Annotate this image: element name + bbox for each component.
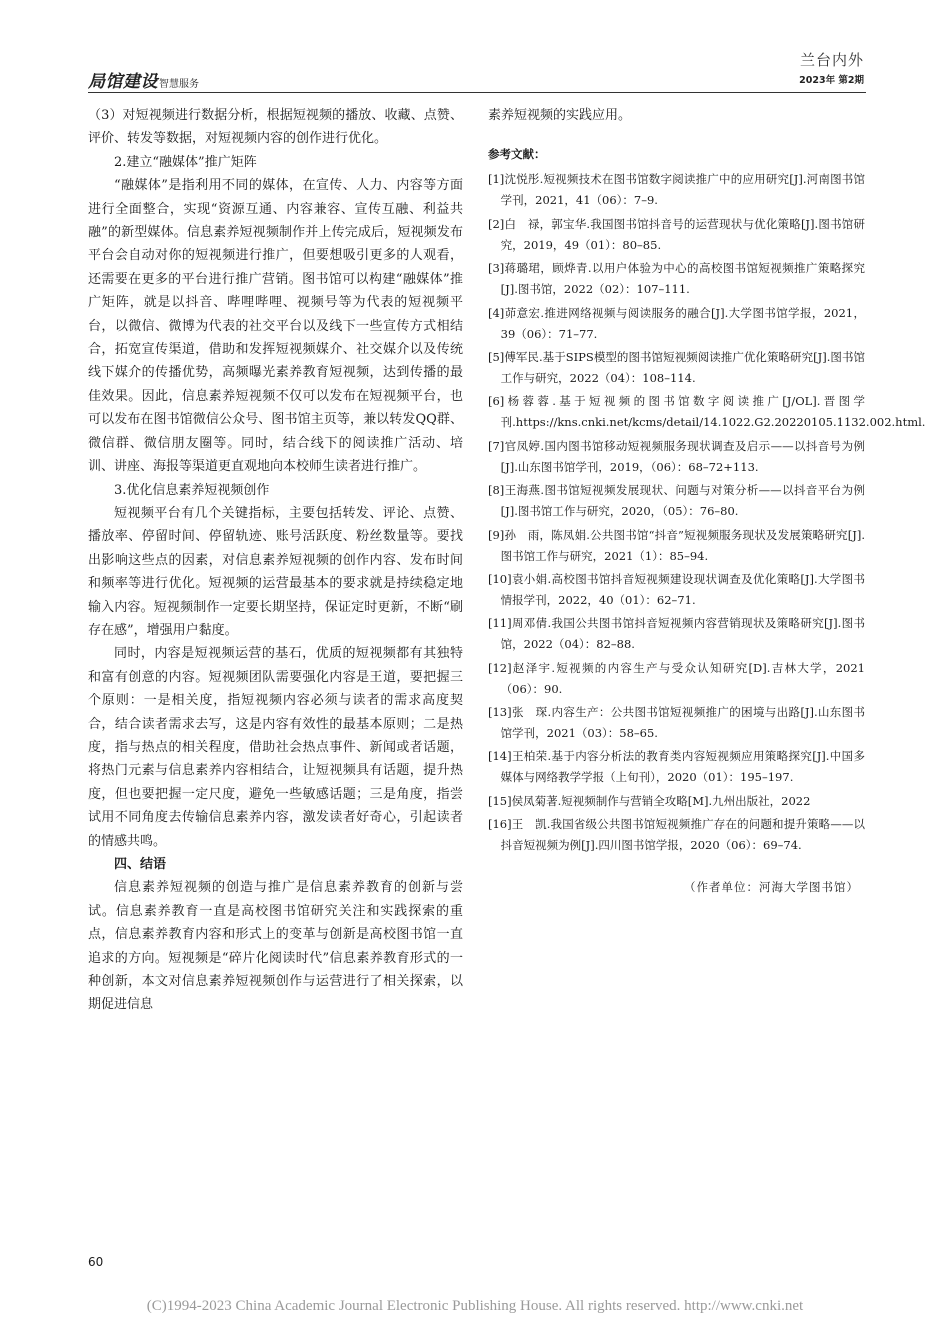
body-paragraph: “融媒体”是指利用不同的媒体，在宣传、人力、内容等方面进行全面整合，实现“资源互通、内容兼容、宣传互融、利益共融”的新型媒体。信息素养短视频制作并上传完成后，短视频发布平台会自动对你的短视频进行推广，但要想吸引更多的人观看，还需要在更多的平台进行推广营销。图书馆可以构建“融媒体”推广矩阵，就是以抖音、哔哩哔哩、视频号等为代表的短视频平台，以微信、微博为代表的社交平台以及线下一些宣传方式相结合，拓宽宣传渠道，借助和发挥短视频媒介、社交媒介以及传统线下媒介的传播优势，高频曝光素养教育短视频，达到传播的最佳效果。因此，信息素养短视频不仅可以发布在短视频平台，也可以发布在图书馆微信公众号、图书馆主页等，兼以转发QQ群、微信群、微信朋友圈等。同时，结合线下的阅读推广活动、培训、讲座、海报等渠道更直观地向本校师生读者进行推广。 [88, 178, 463, 475]
left-column [88, 104, 463, 1017]
journal-brand-name: 局馆建设 [88, 72, 158, 92]
reference-item: [5]傅军民.基于SIPS模型的图书馆短视频阅读推广优化策略研究[J].图书馆工作与研究，2022（04）：108–114. [488, 349, 865, 385]
reference-item: [8]王海燕.图书馆短视频发展现状、问题与对策分析——以抖音平台为例[J].图书馆工作与研究，2020，（05）：76–80. [488, 483, 865, 519]
column-name: 兰台内外 [799, 51, 864, 69]
reference-item: [7]官凤婷.国内图书馆移动短视频服务现状调查及启示——以抖音号为例[J].山东图书馆学刊，2019，（06）：68–72+113. [488, 438, 865, 474]
body-paragraph: 短视频平台有几个关键指标，主要包括转发、评论、点赞、播放率、停留时间、停留轨迹、账号活跃度、粉丝数量等。要找出影响这些点的因素，对信息素养短视频的创作内容、发布时间和频率等进行优化。短视频的运营最基本的要求就是持续稳定地输入内容。短视频制作一定要长期坚持，保证定时更新，不断“刷存在感”，增强用户黏度。 [88, 505, 463, 638]
reference-item: [4]茆意宏.推进网络视频与阅读服务的融合[J].大学图书馆学报，2021，39（06）：71–77. [488, 305, 865, 341]
reference-item: [2]白 禄，郭宝华.我国图书馆抖音号的运营现状与优化策略[J].图书馆研究，2019，49（01）：80–85. [488, 216, 865, 252]
body-paragraph: （3）对短视频进行数据分析，根据短视频的播放、收藏、点赞、评价、转发等数据，对短视频内容的创作进行优化。 [88, 108, 463, 147]
reference-item: [12]赵泽宇.短视频的内容生产与受众认知研究[D].吉林大学，2021（06）：90. [488, 660, 865, 696]
page-number: 60 [88, 1255, 104, 1269]
right-column [488, 104, 926, 900]
body-paragraph-continued: 素养短视频的实践应用。 [488, 108, 632, 123]
references-list [488, 169, 926, 856]
reference-item: [1]沈悦彤.短视频技术在图书馆数字阅读推广中的应用研究[J].河南图书馆学刊，2021，41（06）：7–9. [488, 172, 865, 208]
references-title: 参考文献： [488, 147, 546, 162]
reference-item: [14]王柏荣.基于内容分析法的教育类内容短视频应用策略探究[J].中国多媒体与网络教学学报（上旬刊），2020（01）：195–197. [488, 749, 865, 785]
conclusion-heading: 四、结语 [114, 857, 167, 872]
copyright-watermark: (C)1994-2023 China Academic Journal Electronic Publishing House. All rights reserved. http://www.cnki.net [146, 1298, 804, 1314]
issue-info [799, 50, 864, 88]
section-heading: 2.建立“融媒体”推广矩阵 [114, 154, 257, 170]
issue-number: 2023年 第2期 [799, 75, 864, 86]
reference-item: [15]侯凤菊著.短视频制作与营销全攻略[M].九州出版社，2022 [488, 793, 811, 808]
reference-item: [6]杨蓉蓉.基于短视频的图书馆数字阅读推广[J/OL].晋图学刊.https://kns.cnki.net/kcms/detail/14.1022.G2.20220105.1132.002.html. [488, 394, 926, 430]
journal-brand [88, 70, 199, 92]
author-affiliation: （作者单位：河海大学图书馆） [684, 880, 859, 895]
section-heading: 3.优化信息素养短视频创作 [114, 482, 270, 498]
body-paragraph: 同时，内容是短视频运营的基石，优质的短视频都有其独特和富有创意的内容。短视频团队需要强化内容是王道，要把握三个原则：一是相关度，指短视频内容必须与读者的需求高度契合，结合读者需求去写，这是内容有效性的最基本原则；二是热度，指与热点的相关程度，借助社会热点事件、新闻或者话题，将热门元素与信息素养内容相结合，让短视频具有话题，提升热度，但也要把握一定尺度，避免一些敏感话题；三是角度，指尝试用不同角度去传输信息素养内容，激发读者好奇心，引起读者的情感共鸣。 [88, 646, 463, 849]
body-paragraph: 信息素养短视频的创造与推广是信息素养教育的创新与尝试。信息素养教育一直是高校图书馆研究关注和实践探索的重点，信息素养教育内容和形式上的变革与创新是高校图书馆一直追求的方向。短视频是“碎片化阅读时代”信息素养教育形式的一种创新，本文对信息素养短视频创作与运营进行了相关探索，以期促进信息 [88, 880, 463, 1013]
reference-item: [10]袁小娟.高校图书馆抖音短视频建设现状调查及优化策略[J].大学图书情报学刊，2022，40（01）：62–71. [488, 571, 865, 607]
journal-brand-section: 智慧服务 [159, 79, 199, 90]
reference-item: [9]孙 雨，陈凤娟.公共图书馆“抖音”短视频服务现状及发展策略研究[J]. 图书馆工作与研究，2021（1）：85–94. [488, 527, 865, 563]
reference-item: [3]蒋璐珺，顾烨青.以用户体验为中心的高校图书馆短视频推广策略探究[J].图书馆，2022（02）：107–111. [488, 261, 865, 297]
reference-item: [13]张 琛.内容生产：公共图书馆短视频推广的困境与出路[J].山东图书馆学刊，2021（03）：58–65. [488, 705, 865, 741]
reference-item: [16]王 凯.我国省级公共图书馆短视频推广存在的问题和提升策略——以抖音短视频为例[J].四川图书馆学报，2020（06）：69–74. [488, 817, 865, 853]
header-divider [88, 92, 866, 93]
reference-item: [11]周邓倩.我国公共图书馆抖音短视频内容营销现状及策略研究[J].图书馆，2022（04）：82–88. [488, 616, 865, 652]
